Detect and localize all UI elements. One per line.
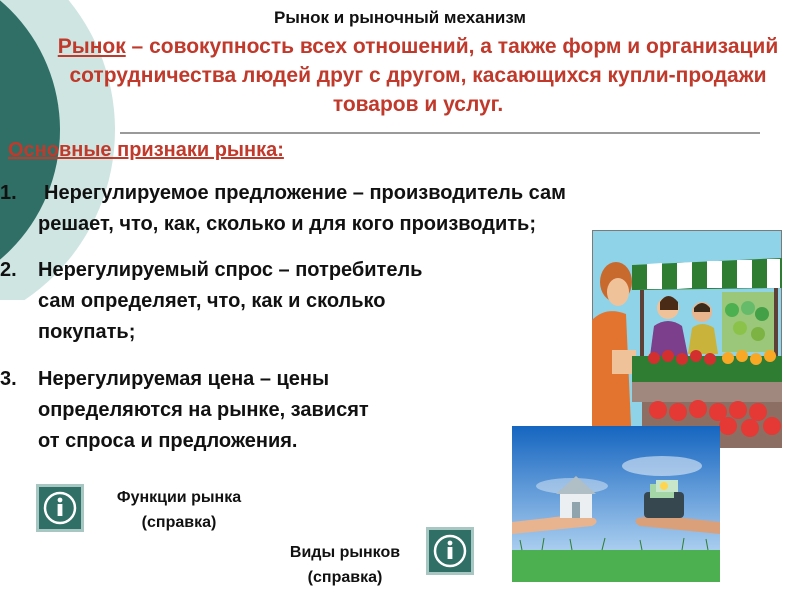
functions-info-button[interactable] xyxy=(36,484,84,532)
info-icon xyxy=(39,487,81,529)
item-line: покупать; xyxy=(38,321,136,343)
definition-text: – совокупность всех отношений, а также форм и организаций сотрудничества людей друг с другом, касающихся купли-продажи товаров и услуг. xyxy=(69,35,779,116)
caption-line: (справка) xyxy=(307,569,383,586)
slide-title: Рынок и рыночный механизм xyxy=(274,8,526,27)
item-line: определяются на рынке, зависят xyxy=(38,399,369,421)
item-line: решает, что, как, сколько и для кого производить; xyxy=(38,213,536,235)
feature-item-2 xyxy=(0,255,580,348)
item-line: от спроса и предложения. xyxy=(38,430,298,452)
item-line: Нерегулируемый спрос – потребитель xyxy=(38,259,423,281)
definition xyxy=(48,32,788,119)
item-line: Нерегулируемое предложение – производитель сам xyxy=(44,182,566,204)
item-line: Нерегулируемая цена – цены xyxy=(38,368,330,390)
market-stall-illustration xyxy=(592,230,782,448)
item-line: сам определяет, что, как и сколько xyxy=(38,290,386,312)
item-number: 3. xyxy=(0,368,17,390)
feature-item-3 xyxy=(0,364,500,457)
divider xyxy=(120,132,760,134)
types-info-button[interactable] xyxy=(426,527,474,575)
item-number: 2. xyxy=(0,259,17,281)
definition-term: Рынок xyxy=(57,35,126,58)
caption-line: (справка) xyxy=(141,514,217,531)
item-number: 1. xyxy=(0,182,17,204)
functions-link-caption[interactable] xyxy=(88,485,270,535)
features-heading: Основные признаки рынка: xyxy=(8,139,284,161)
info-icon xyxy=(429,530,471,572)
hands-house-money-illustration xyxy=(512,426,720,582)
types-link-caption[interactable] xyxy=(270,540,420,590)
caption-line: Виды рынков xyxy=(289,544,401,561)
caption-line: Функции рынка xyxy=(116,489,242,506)
